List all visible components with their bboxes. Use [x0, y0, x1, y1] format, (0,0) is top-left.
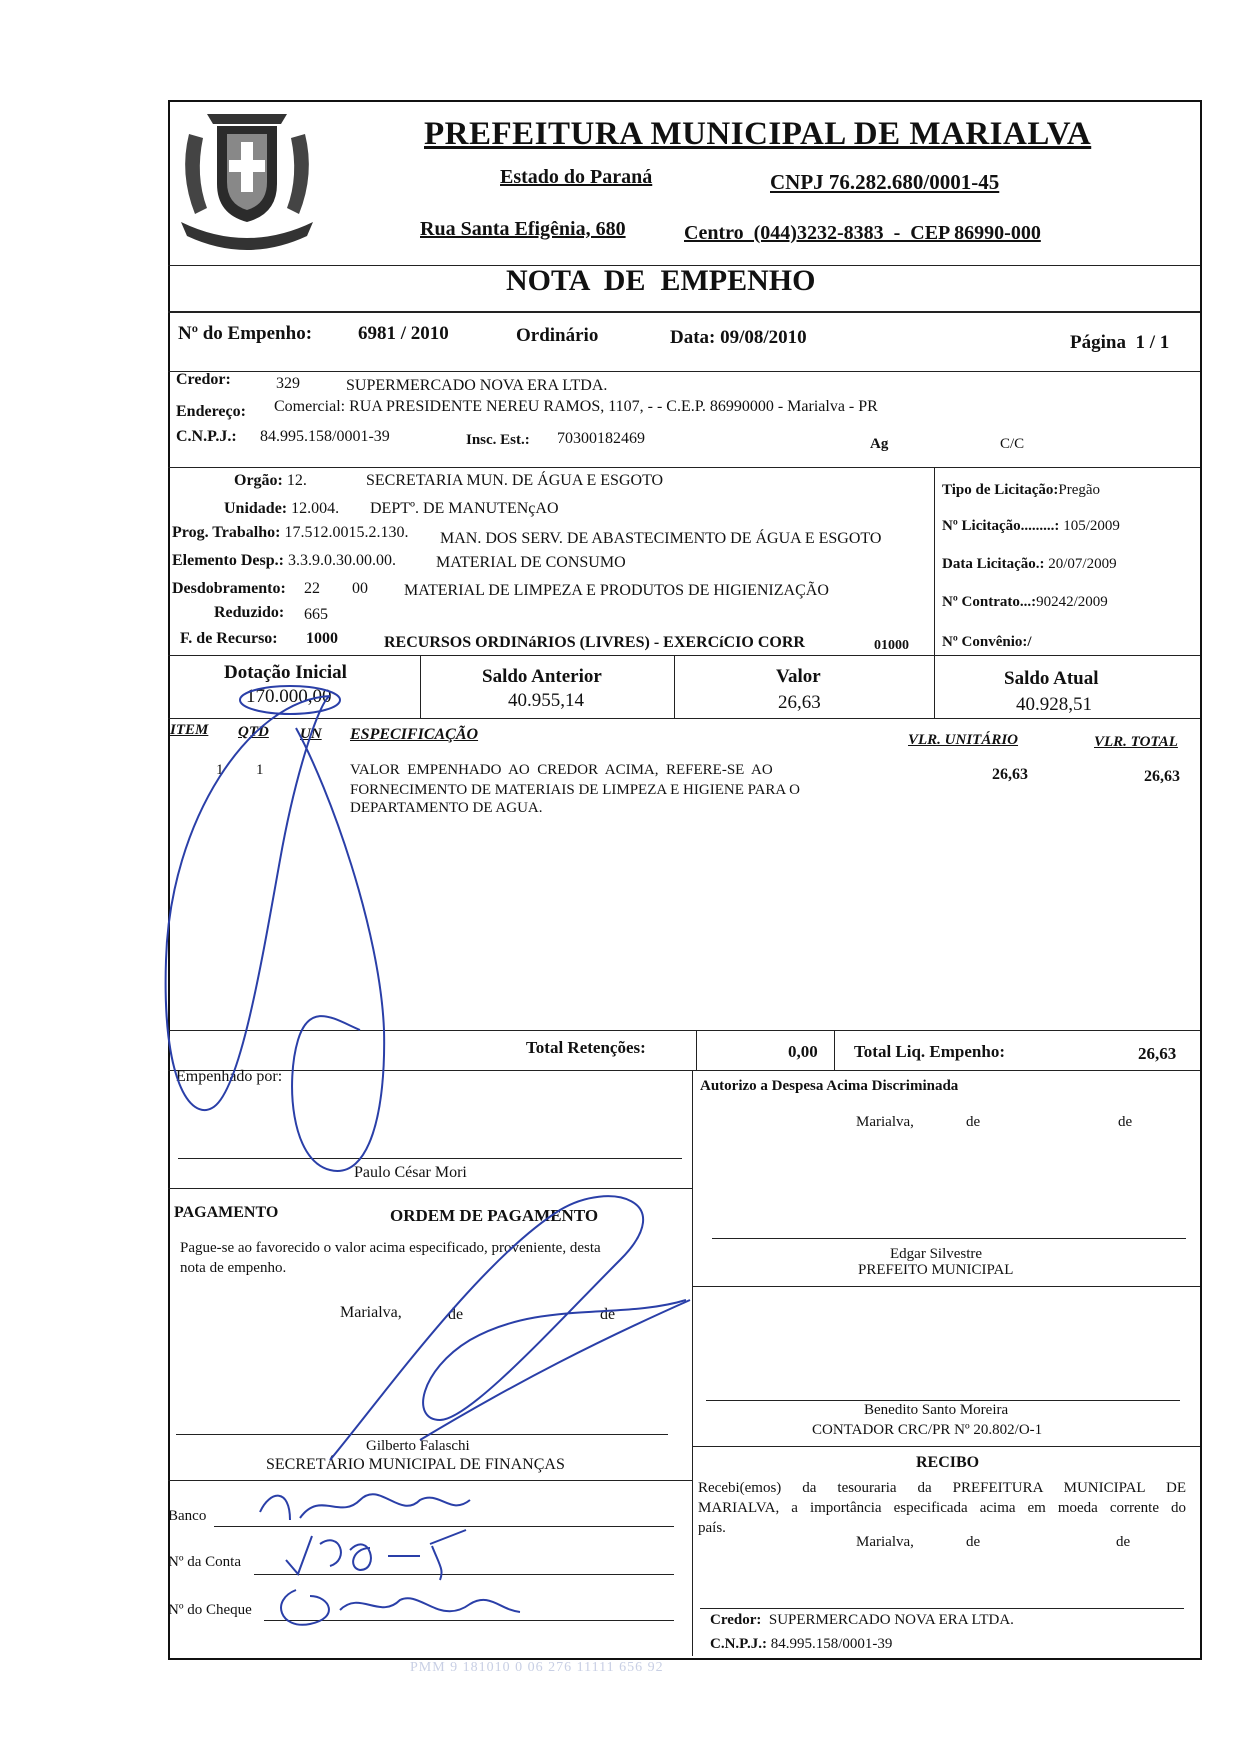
valor-value: 26,63: [778, 692, 821, 713]
dotacao-label: Dotação Inicial: [224, 662, 347, 683]
agency-label: Ag: [870, 436, 889, 452]
pagamento-text-line-1: Pague-se ao favorecido o valor acima especificado, proveniente, desta: [180, 1240, 601, 1256]
items-header-vlr-total: VLR. TOTAL: [1094, 734, 1178, 750]
account-label: C/C: [1000, 436, 1025, 452]
elemento-label: Elemento Desp.:: [172, 552, 284, 569]
contrato-label: Nº Contrato...:: [942, 594, 1037, 610]
recibo-cnpj-label: C.N.P.J.:: [710, 1636, 767, 1652]
tipo-licitacao-value: Pregão: [1058, 482, 1101, 498]
recurso-label: F. de Recurso:: [180, 630, 278, 647]
insc-est-label: Insc. Est.:: [466, 432, 530, 448]
credor-label: Credor:: [176, 371, 231, 388]
contador-title: CONTADOR CRC/PR Nº 20.802/O-1: [812, 1422, 1043, 1438]
insc-est-value: 70300182469: [557, 430, 645, 447]
cnpj-label: CNPJ 76.282.680/0001-45: [770, 170, 1000, 194]
items-header-vlr-unitario: VLR. UNITÁRIO: [908, 732, 1019, 748]
convenio-label: Nº Convênio:/: [942, 634, 1032, 650]
pagamento-city: Marialva,: [340, 1304, 402, 1321]
desdobramento-label: Desdobramento:: [172, 580, 286, 597]
recibo-credor-name: SUPERMERCADO NOVA ERA LTDA.: [768, 1612, 1014, 1628]
prog-value: 17.512.0015.2.130.: [284, 524, 409, 541]
dotacao-value: 170.000,00: [246, 686, 332, 707]
orgao-desc: SECRETARIA MUN. DE ÁGUA E ESGOTO: [366, 472, 664, 489]
item-spec-line-1: VALOR EMPENHADO AO CREDOR ACIMA, REFERE-SE AO: [350, 762, 773, 778]
orgao-value: 12.: [286, 472, 307, 489]
items-header-un: UN: [300, 726, 322, 742]
item-qtd: 1: [256, 762, 264, 778]
credor-address: Comercial: RUA PRESIDENTE NEREU RAMOS, 1107, - - C.E.P. 86990000 - Marialva - PR: [274, 398, 878, 415]
prog-desc: MAN. DOS SERV. DE ABASTECIMENTO DE ÁGUA E ESGOTO: [440, 530, 882, 547]
recurso-desc: RECURSOS ORDINáRIOS (LIVRES) - EXERCíCIO CORR: [384, 634, 805, 651]
items-header-item: ITEM: [170, 722, 209, 738]
autorizo-de-2: de: [1118, 1114, 1133, 1130]
items-header-especificacao: ESPECIFICAÇÃO: [350, 726, 479, 743]
ordem-pagamento-title: ORDEM DE PAGAMENTO: [390, 1206, 599, 1225]
valor-label: Valor: [776, 666, 821, 687]
secretario-title: SECRETÁRIO MUNICIPAL DE FINANÇAS: [266, 1456, 565, 1473]
empenho-number-label: Nº do Empenho:: [178, 323, 313, 344]
address-field-label: Endereço:: [176, 403, 246, 420]
desdobramento-a: 22: [304, 580, 320, 597]
prefeito-name: Edgar Silvestre: [890, 1246, 983, 1262]
unidade-desc: DEPTº. DE MANUTENçAO: [370, 500, 559, 517]
credor-code: 329: [276, 375, 300, 392]
tipo-licitacao-label: Tipo de Licitação:: [942, 482, 1059, 498]
document-title: NOTA DE EMPENHO: [506, 264, 816, 297]
recibo-title: RECIBO: [916, 1454, 980, 1471]
unidade-value: 12.004.: [291, 500, 340, 517]
item-spec-line-2: FORNECIMENTO DE MATERIAIS DE LIMPEZA E HIGIENE PARA O: [350, 782, 801, 798]
elemento-desc: MATERIAL DE CONSUMO: [436, 554, 626, 571]
desdobramento-b: 00: [352, 580, 368, 597]
desdobramento-desc: MATERIAL DE LIMPEZA E PRODUTOS DE HIGIENIZAÇÃO: [404, 582, 829, 599]
prefeito-title: PREFEITO MUNICIPAL: [858, 1262, 1014, 1278]
recibo-text-line-3: país.: [698, 1520, 726, 1536]
item-total-value: 26,63: [1144, 768, 1180, 785]
footer-stamp: PMM 9 181010 0 06 276 11111 656 92: [410, 1660, 664, 1675]
cheque-label: Nº do Cheque: [168, 1602, 252, 1618]
recurso-value: 1000: [306, 630, 338, 647]
pagamento-title: PAGAMENTO: [174, 1204, 279, 1221]
state-label: Estado do Paraná: [500, 166, 653, 188]
reduzido-label: Reduzido:: [214, 604, 285, 621]
empenhado-por-name: Paulo César Mori: [354, 1164, 467, 1181]
empenho-type: Ordinário: [516, 325, 599, 346]
recibo-de-1: de: [966, 1534, 981, 1550]
total-retencoes-label: Total Retenções:: [526, 1038, 646, 1057]
pagamento-de-2: de: [600, 1306, 616, 1323]
coat-of-arms-banner-text: MARIALVA: [217, 222, 282, 234]
item-unit-value: 26,63: [992, 766, 1028, 783]
total-liq-label: Total Liq. Empenho:: [854, 1042, 1005, 1061]
recibo-city: Marialva,: [856, 1534, 914, 1550]
street-label: Rua Santa Efigênia, 680: [420, 218, 626, 240]
address-label: Centro (044)3232-8383 - CEP 86990-000: [684, 222, 1041, 244]
unidade-label: Unidade:: [224, 500, 288, 517]
credor-name: SUPERMERCADO NOVA ERA LTDA.: [346, 377, 608, 394]
page-number: Página 1 / 1: [1070, 332, 1170, 353]
contador-name: Benedito Santo Moreira: [864, 1402, 1009, 1418]
autorizo-text: Autorizo a Despesa Acima Discriminada: [700, 1078, 959, 1094]
empenhado-por-label: Empenhado por:: [176, 1068, 283, 1085]
autorizo-de-1: de: [966, 1114, 981, 1130]
pagamento-de-1: de: [448, 1306, 464, 1323]
item-spec-line-3: DEPARTAMENTO DE AGUA.: [350, 800, 543, 816]
banco-label: Banco: [168, 1508, 207, 1524]
saldo-atual-label: Saldo Atual: [1004, 668, 1099, 689]
conta-label: Nº da Conta: [168, 1554, 241, 1570]
data-licitacao-value: 20/07/2009: [1048, 556, 1117, 572]
elemento-value: 3.3.9.0.30.00.00.: [287, 552, 396, 569]
saldo-anterior-value: 40.955,14: [508, 690, 584, 711]
item-number: 1: [216, 762, 224, 778]
total-liq-value: 26,63: [1138, 1044, 1177, 1063]
saldo-anterior-label: Saldo Anterior: [482, 666, 602, 687]
recibo-credor-label: Credor:: [710, 1612, 762, 1628]
prog-label: Prog. Trabalho:: [172, 524, 281, 541]
num-licitacao-label: Nº Licitação.........:: [942, 518, 1060, 534]
reduzido-value: 665: [304, 606, 328, 623]
recibo-text-line-2: MARIALVA, a importância especificada acima em moeda corrente do: [698, 1500, 1186, 1516]
recibo-de-2: de: [1116, 1534, 1131, 1550]
recibo-cnpj-value: 84.995.158/0001-39: [770, 1636, 893, 1652]
recurso-code: 01000: [874, 638, 909, 653]
empenho-number: 6981 / 2010: [358, 323, 449, 344]
city-hall-title: PREFEITURA MUNICIPAL DE MARIALVA: [424, 116, 1092, 152]
credor-cnpj-label: C.N.P.J.:: [176, 428, 237, 445]
credor-cnpj: 84.995.158/0001-39: [260, 428, 390, 445]
empenho-date: Data: 09/08/2010: [670, 327, 807, 348]
contrato-value: 90242/2009: [1036, 594, 1108, 610]
secretario-name: Gilberto Falaschi: [366, 1438, 470, 1454]
saldo-atual-value: 40.928,51: [1016, 694, 1092, 715]
num-licitacao-value: 105/2009: [1063, 518, 1120, 534]
autorizo-city: Marialva,: [856, 1114, 914, 1130]
data-licitacao-label: Data Licitação.:: [942, 556, 1045, 572]
items-header-qtd: QTD: [238, 724, 269, 740]
pagamento-text-line-2: nota de empenho.: [180, 1260, 287, 1276]
total-retencoes-value: 0,00: [788, 1042, 818, 1061]
orgao-label: Orgão:: [234, 472, 283, 489]
recibo-text-line-1: Recebi(emos) da tesouraria da PREFEITURA MUNICIPAL DE: [698, 1480, 1186, 1496]
